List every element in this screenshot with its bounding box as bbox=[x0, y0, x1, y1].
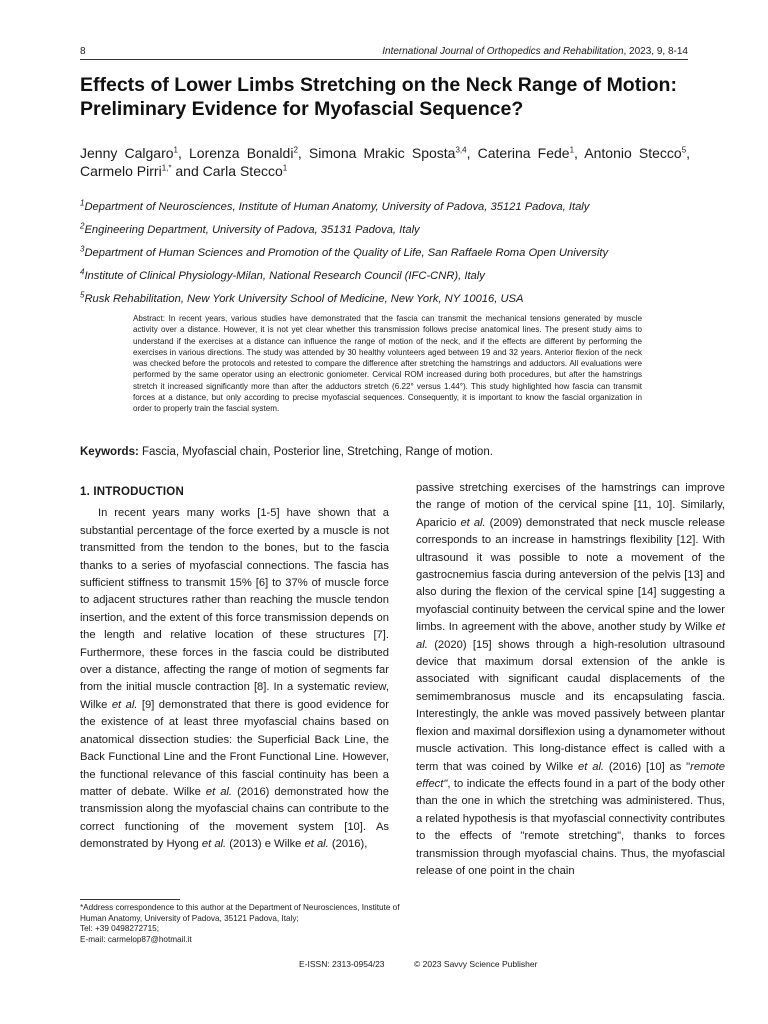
affiliation-text: Rusk Rehabilitation, New York University School of Medicine, New York, NY 10016, USA bbox=[84, 293, 524, 305]
footnote-address: *Address correspondence to this author at the Department of Neurosciences, Institute of Human Anatomy, University of Padova, 35121 Padova, Italy; bbox=[80, 903, 400, 923]
author-separator: and bbox=[171, 163, 203, 179]
author-affiliation-mark: 1 bbox=[569, 145, 575, 155]
footnote-phone: Tel: +39 0498272715; bbox=[80, 924, 159, 933]
author-separator: , bbox=[466, 145, 478, 161]
affiliation-mark: 4 bbox=[80, 267, 85, 277]
author-affiliation-mark: 1 bbox=[282, 163, 288, 173]
affiliation-mark: 1 bbox=[80, 198, 85, 208]
affiliation-3 bbox=[80, 246, 608, 260]
author-list bbox=[80, 144, 690, 180]
affiliation-mark: 3 bbox=[80, 244, 85, 254]
author-affiliation-mark: 1 bbox=[173, 145, 178, 155]
column-left bbox=[80, 484, 389, 854]
author-name: Jenny Calgaro bbox=[80, 145, 174, 161]
abstract-text: In recent years, various studies have demonstrated that the fascia can transmit the mechanical tensions generated by muscle activity over a distance. However, it is not yet clear whether this transmission follows precise anatomical lines. The present study aims to understand if the exercises at a distance can influence the range of motion of the neck, and if the effects are different by performing the exercises in various directions. The study was attended by 30 healthy volunteers aged between 19 and 32 years. Anterior flexion of the neck was checked before the protocols and retested to compare the difference after stretching the hamstrings and adductors. All evaluations were performed by the same operator using an electronic goniometer. Cervical ROM increased during both procedures, but after the hamstrings stretch it increased significantly more than after the adductors stretch (6.22° versus 1.44°). This study highlighted how fascia can transmit forces at a distance, but only according to precise myofascial sequences. Consequently, it is important to know the fascial organization in order to properly train the fascial system. bbox=[133, 314, 642, 414]
keywords bbox=[80, 445, 690, 459]
author-name: Antonio Stecco bbox=[584, 145, 682, 161]
author-separator: , bbox=[177, 145, 189, 161]
affiliation-4 bbox=[80, 269, 485, 283]
footer-issn: E-ISSN: 2313-0954/23 bbox=[299, 959, 385, 969]
keywords-label: Keywords: bbox=[80, 446, 139, 458]
author-affiliation-mark: 1,* bbox=[161, 163, 172, 173]
abstract-label: Abstract: bbox=[133, 314, 165, 323]
affiliation-2 bbox=[80, 223, 420, 237]
author-affiliation-mark: 5 bbox=[681, 145, 687, 155]
author-separator: , bbox=[574, 145, 585, 161]
author-separator: , bbox=[686, 145, 691, 161]
author-separator: , bbox=[297, 145, 309, 161]
author-affiliation-mark: 3,4 bbox=[455, 145, 467, 155]
paper-title: Effects of Lower Limbs Stretching on the Neck Range of Motion: Preliminary Evidence for Myofascial Sequence? bbox=[80, 74, 677, 120]
affiliation-text: Engineering Department, University of Padova, 35131 Padova, Italy bbox=[84, 224, 420, 236]
footnote-rule bbox=[80, 899, 180, 900]
affiliation-mark: 5 bbox=[80, 290, 85, 300]
journal-name: International Journal of Orthopedics and Rehabilitation bbox=[382, 46, 624, 57]
footnote-email: E-mail: carmelop87@hotmail.it bbox=[80, 934, 192, 944]
journal-citation bbox=[382, 45, 688, 59]
author-name: Carmelo Pirri bbox=[80, 163, 162, 179]
section-heading: 1. INTRODUCTION bbox=[80, 486, 184, 498]
abstract bbox=[133, 313, 642, 415]
footer-copyright: © 2023 Savvy Science Publisher bbox=[414, 959, 538, 969]
affiliation-text: Department of Neurosciences, Institute of Human Anatomy, University of Padova, 35121 Padova, Italy bbox=[84, 201, 590, 213]
column-right bbox=[416, 480, 725, 880]
affiliation-mark: 2 bbox=[80, 221, 85, 231]
author-name: Caterina Fede bbox=[477, 145, 570, 161]
affiliation-5 bbox=[80, 292, 523, 306]
author-name: Carla Stecco bbox=[202, 163, 283, 179]
author-name: Lorenza Bonaldi bbox=[189, 145, 294, 161]
journal-volume: , 2023, 9, 8-14 bbox=[623, 46, 688, 57]
author-affiliation-mark: 2 bbox=[293, 145, 298, 155]
page-number: 8 bbox=[80, 46, 86, 57]
keywords-text: Fascia, Myofascial chain, Posterior line, Stretching, Range of motion. bbox=[142, 446, 493, 458]
correspondence-footnote bbox=[80, 903, 400, 945]
intro-paragraph-continued: passive stretching exercises of the hamstrings can improve the range of motion of the cervical spine [11, 10]. Similarly, Aparicio et al. (2009) demonstrated that neck muscle release corresponds to an increase in hamstrings flexibility [12]. With ultrasound it was possible to note a movement of the gastrocnemius fascia during anteversion of the pelvis [13] and also during the flexion of the cervical spine [14] suggesting a myofascial continuity between the cervical spine and the lower limbs. In agreement with the above, another study by Wilke et al. (2020) [15] shows through a high-resolution ultrasound device that maximum dorsal extension of the ankle is associated with significant caudal displacements of the semimembranosus muscle and its encapsulating fascia. Interestingly, the ankle was moved passively between plantar flexion and maximal dorsiflexion using a dynamometer without muscle activation. This long-distance effect is called with a term that was coined by Wilke et al. (2016) [10] as "remote effect", to indicate the effects found in a part of the body other than the one in which the stretching was administered. Thus, a related hypothesis is that myofascial connectivity contributes to the effects of "remote stretching", thanks to forces transmission through myofascial chains. Thus, the myofascial release of one point in the chain bbox=[416, 482, 726, 877]
author-name: Simona Mrakic Sposta bbox=[308, 145, 456, 161]
affiliation-text: Department of Human Sciences and Promotion of the Quality of Life, San Raffaele Roma Open University bbox=[84, 247, 609, 259]
intro-paragraph: In recent years many works [1-5] have shown that a substantial percentage of the force exerted by a muscle is not transmitted from the tendon to the bones, but to the fascia thanks to a series of myofascial connections. The fascia has sufficient stiffness to transmit 15% [6] to 37% of muscle force to adjacent structures rather than reaching the muscle tendon insertion, and the extent of this force transmission depends on the length and relative location of these structures [7]. Furthermore, these forces in the fascia could be distributed over a distance, affecting the range of motion of segments far from the initial muscle contraction [8]. In a systematic review, Wilke et al. [9] demonstrated that there is good evidence for the existence of at least three myofascial chains based on anatomical dissection studies: the Superficial Back Line, the Back Functional Line and the Front Functional Line. However, the functional relevance of this fascial continuity has been a matter of debate. Wilke et al. (2016) demonstrated how the transmission along the myofascial chains can contribute to the correct functioning of the movement system [10]. As demonstrated by Hyong et al. (2013) e Wilke et al. (2016), bbox=[80, 507, 389, 851]
affiliation-text: Institute of Clinical Physiology-Milan, National Research Council (IFC-CNR), Italy bbox=[84, 270, 485, 282]
affiliation-1 bbox=[80, 200, 589, 214]
running-header bbox=[80, 45, 688, 60]
